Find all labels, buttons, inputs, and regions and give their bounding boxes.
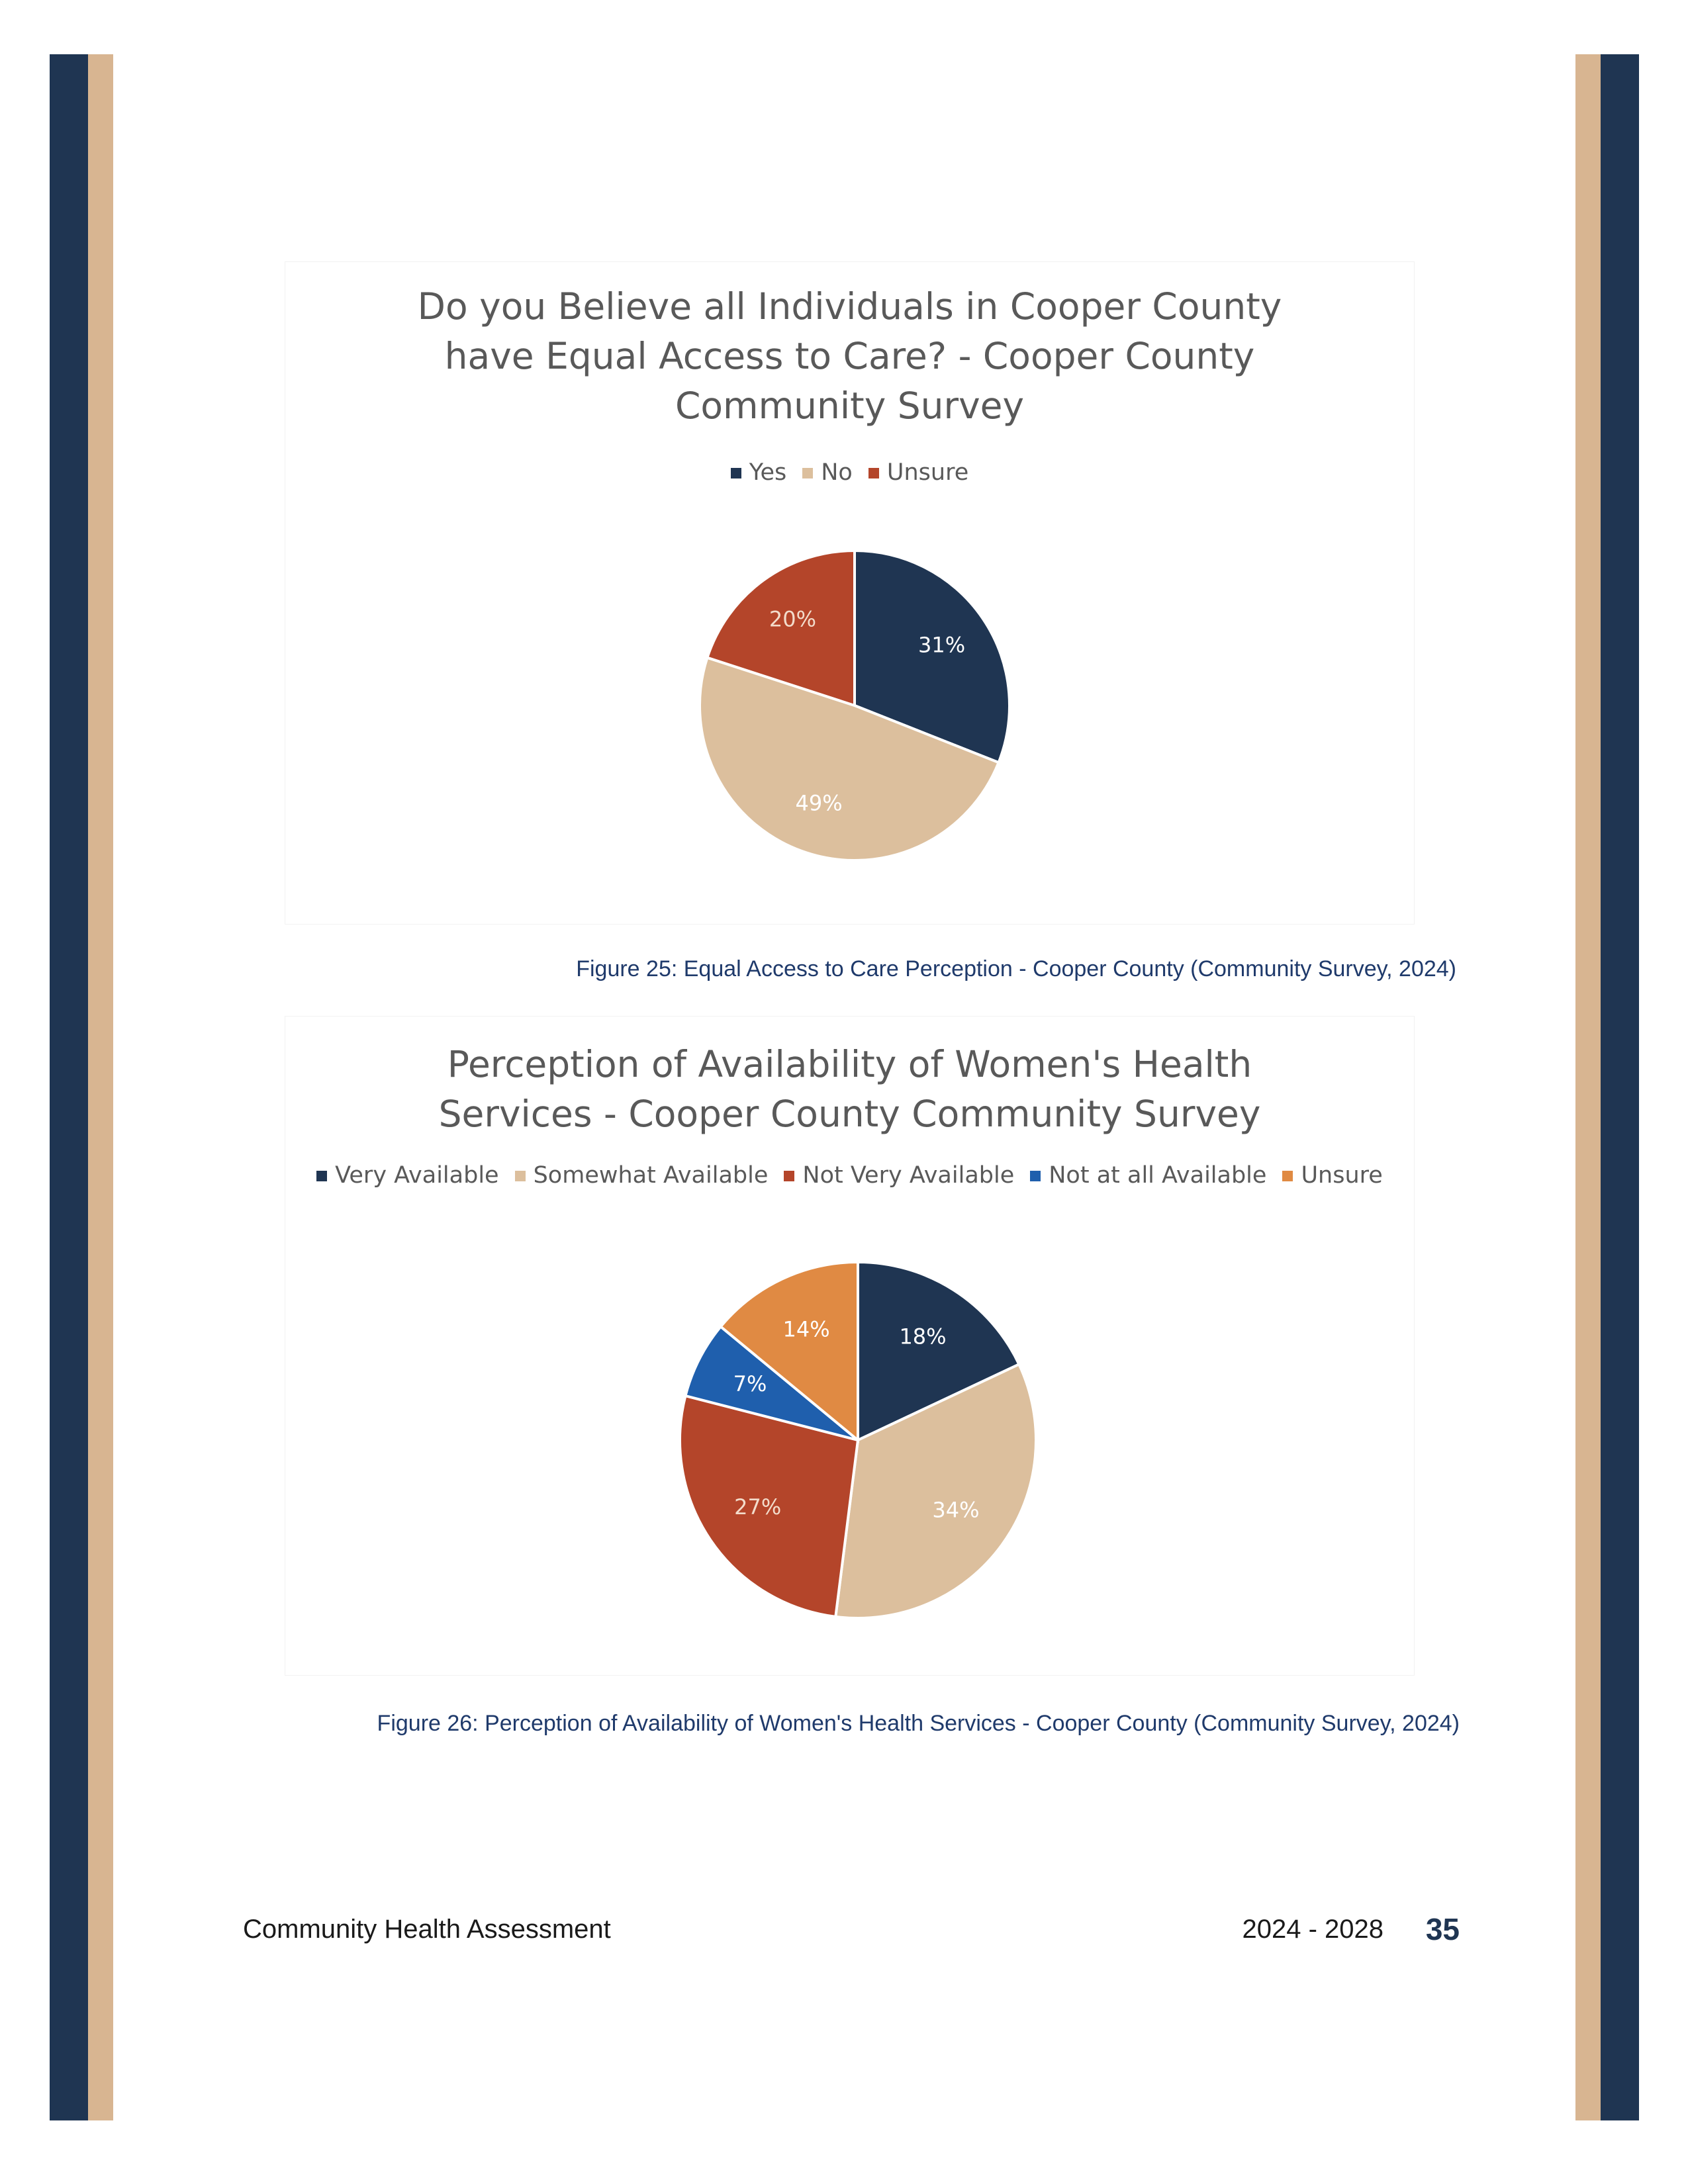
page-number: 35 <box>1425 1912 1460 1946</box>
legend-label: Very Available <box>335 1162 499 1189</box>
legend-label: Unsure <box>886 459 969 486</box>
pie-data-label: 34% <box>932 1497 980 1523</box>
legend-label: Yes <box>749 459 787 486</box>
chart-title-line: Services - Cooper County Community Survey <box>438 1093 1261 1135</box>
left-border-tan-stripe <box>88 54 113 2120</box>
left-border-navy-stripe <box>50 54 88 2120</box>
pie-data-label: 31% <box>918 632 966 658</box>
legend-label: No <box>821 459 853 486</box>
left-decorative-border <box>50 54 113 2120</box>
pie-data-label: 18% <box>899 1324 947 1349</box>
legend-item-very-available <box>316 1162 498 1189</box>
right-decorative-border <box>1575 54 1639 2120</box>
chart-title-line: Perception of Availability of Women's Health <box>447 1043 1252 1085</box>
chart-title <box>285 1040 1414 1139</box>
pie-data-label: 7% <box>733 1371 767 1396</box>
chart-title-line: Community Survey <box>675 385 1025 427</box>
pie-data-label: 20% <box>769 606 817 632</box>
chart-legend <box>285 459 1414 486</box>
pie-chart <box>696 547 1013 864</box>
figure-caption: Figure 25: Equal Access to Care Perception - Cooper County (Community Survey, 2024) <box>576 956 1456 981</box>
pie-data-label: 14% <box>782 1316 830 1342</box>
legend-item-no <box>802 459 853 486</box>
pie-data-label: 27% <box>734 1494 782 1520</box>
legend-swatch <box>784 1171 794 1181</box>
legend-label: Unsure <box>1301 1162 1383 1189</box>
legend-swatch <box>1282 1171 1293 1181</box>
chart-title-line: have Equal Access to Care? - Cooper County <box>444 335 1255 377</box>
legend-item-unsure <box>868 459 968 486</box>
legend-swatch <box>515 1171 526 1181</box>
legend-label: Not Very Available <box>802 1162 1015 1189</box>
legend-swatch <box>731 468 741 478</box>
chart-legend <box>285 1162 1414 1189</box>
chart-equal-access <box>285 261 1415 925</box>
legend-swatch <box>316 1171 327 1181</box>
legend-item-somewhat-available <box>515 1162 769 1189</box>
legend-item-unsure <box>1282 1162 1382 1189</box>
legend-swatch <box>1030 1171 1041 1181</box>
footer-document-title: Community Health Assessment <box>243 1915 611 1944</box>
footer-years: 2024 - 2028 <box>1242 1915 1383 1944</box>
legend-swatch <box>802 468 813 478</box>
right-border-tan-stripe <box>1575 54 1601 2120</box>
legend-label: Not at all Available <box>1049 1162 1267 1189</box>
chart-title-line: Do you Believe all Individuals in Cooper County <box>417 285 1282 328</box>
pie-chart <box>676 1258 1040 1622</box>
pie-data-label: 49% <box>795 790 843 816</box>
right-border-navy-stripe <box>1601 54 1639 2120</box>
chart-womens-health-availability <box>285 1016 1415 1676</box>
legend-item-not-at-all-available <box>1030 1162 1266 1189</box>
legend-label: Somewhat Available <box>533 1162 769 1189</box>
legend-swatch <box>868 468 879 478</box>
legend-item-yes <box>731 459 787 486</box>
legend-item-not-very-available <box>784 1162 1014 1189</box>
chart-title <box>285 282 1414 431</box>
figure-caption: Figure 26: Perception of Availability of Women's Health Services - Cooper County (Community Survey, 2024) <box>377 1711 1460 1736</box>
